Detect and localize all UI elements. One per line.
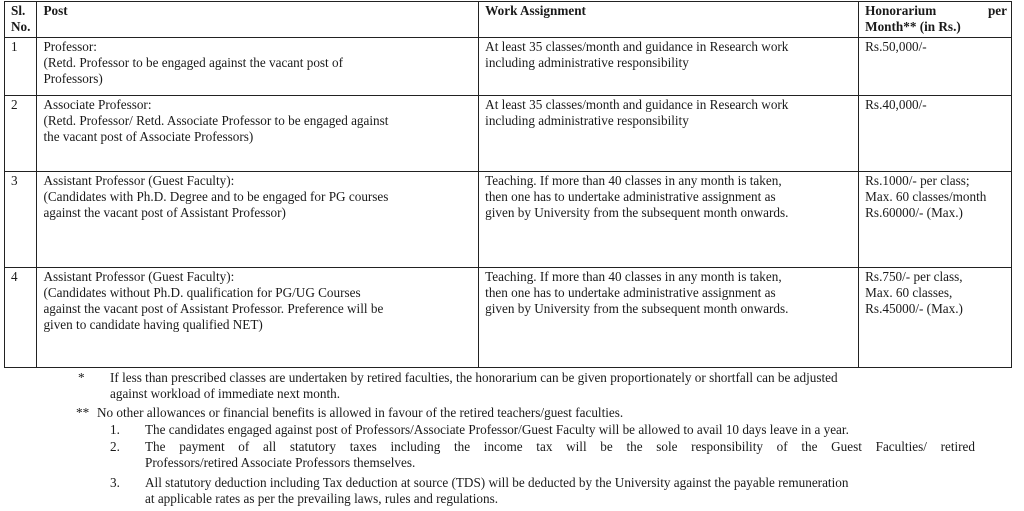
footnote-single-star: [0, 369, 1010, 403]
footnote-mark: **: [76, 405, 90, 420]
honorarium-cell: Rs.40,000/-: [859, 96, 1012, 172]
footnote-mark: *: [78, 370, 85, 385]
work-cell: Teaching. If more than 40 classes in any month is taken, then one has to undertake administrative assignment as given by University from the subsequent month onwards.: [479, 172, 859, 268]
numbered-note: 1. The candidates engaged against post of Professors/Associate Professor/Guest Faculty will be allowed to avail 10 days leave in a year.: [110, 422, 849, 437]
header-sl-no: Sl. No.: [5, 2, 37, 38]
table-row: [5, 172, 1012, 268]
post-cell: Associate Professor: (Retd. Professor/ Retd. Associate Professor to be engaged against the vacant post of Associate Professors): [37, 96, 479, 172]
honorarium-cell: Rs.50,000/-: [859, 38, 1012, 96]
honorarium-table: [4, 1, 1012, 368]
honorarium-cell: Rs.750/- per class, Max. 60 classes, Rs.45000/- (Max.): [859, 268, 1012, 368]
table-row: [5, 96, 1012, 172]
work-cell: At least 35 classes/month and guidance in Research work including administrative responsibility: [479, 38, 859, 96]
post-cell: Assistant Professor (Guest Faculty): (Candidates without Ph.D. qualification for PG/UG Courses against the vacant post of Assistant Professor. Preference will be given to candidate having qualified NET): [37, 268, 479, 368]
header-honorarium: Honorarium per Month** (in Rs.): [859, 2, 1012, 38]
header-work-assignment: Work Assignment: [479, 2, 859, 38]
numbered-note: 3. All statutory deduction including Tax deduction at source (TDS) will be deducted by the University against the payable remuneration at applicable rates as per the prevailing laws, rules and regulations.: [110, 475, 849, 506]
table-row: [5, 268, 1012, 368]
footnotes: [0, 369, 1010, 508]
numbered-note: 2. The payment of all statutory taxes including the income tax will be the sole responsibility of the Guest Faculties/ retired Professors/retired Associate Professors themselves.: [110, 439, 975, 470]
header-post: Post: [37, 2, 479, 38]
sl-no-cell: 1: [5, 38, 37, 96]
work-cell: Teaching. If more than 40 classes in any month is taken, then one has to undertake administrative assignment as given by University from the subsequent month onwards.: [479, 268, 859, 368]
honorarium-cell: Rs.1000/- per class; Max. 60 classes/month Rs.60000/- (Max.): [859, 172, 1012, 268]
sl-no-cell: 2: [5, 96, 37, 172]
post-cell: Professor: (Retd. Professor to be engaged against the vacant post of Professors): [37, 38, 479, 96]
table-row: [5, 38, 1012, 96]
table-header-row: [5, 2, 1012, 38]
sl-no-cell: 3: [5, 172, 37, 268]
sl-no-cell: 4: [5, 268, 37, 368]
footnote-double-star: [0, 403, 1010, 421]
post-cell: Assistant Professor (Guest Faculty): (Candidates with Ph.D. Degree and to be engaged for PG courses against the vacant post of Assistant Professor): [37, 172, 479, 268]
work-cell: At least 35 classes/month and guidance in Research work including administrative responsibility: [479, 96, 859, 172]
footnote-text: If less than prescribed classes are undertaken by retired faculties, the honorarium can be given proportionately or shortfall can be adjusted against workload of immediate next month.: [110, 370, 838, 401]
footnote-text: No other allowances or financial benefits is allowed in favour of the retired teachers/guest faculties.: [97, 405, 624, 420]
